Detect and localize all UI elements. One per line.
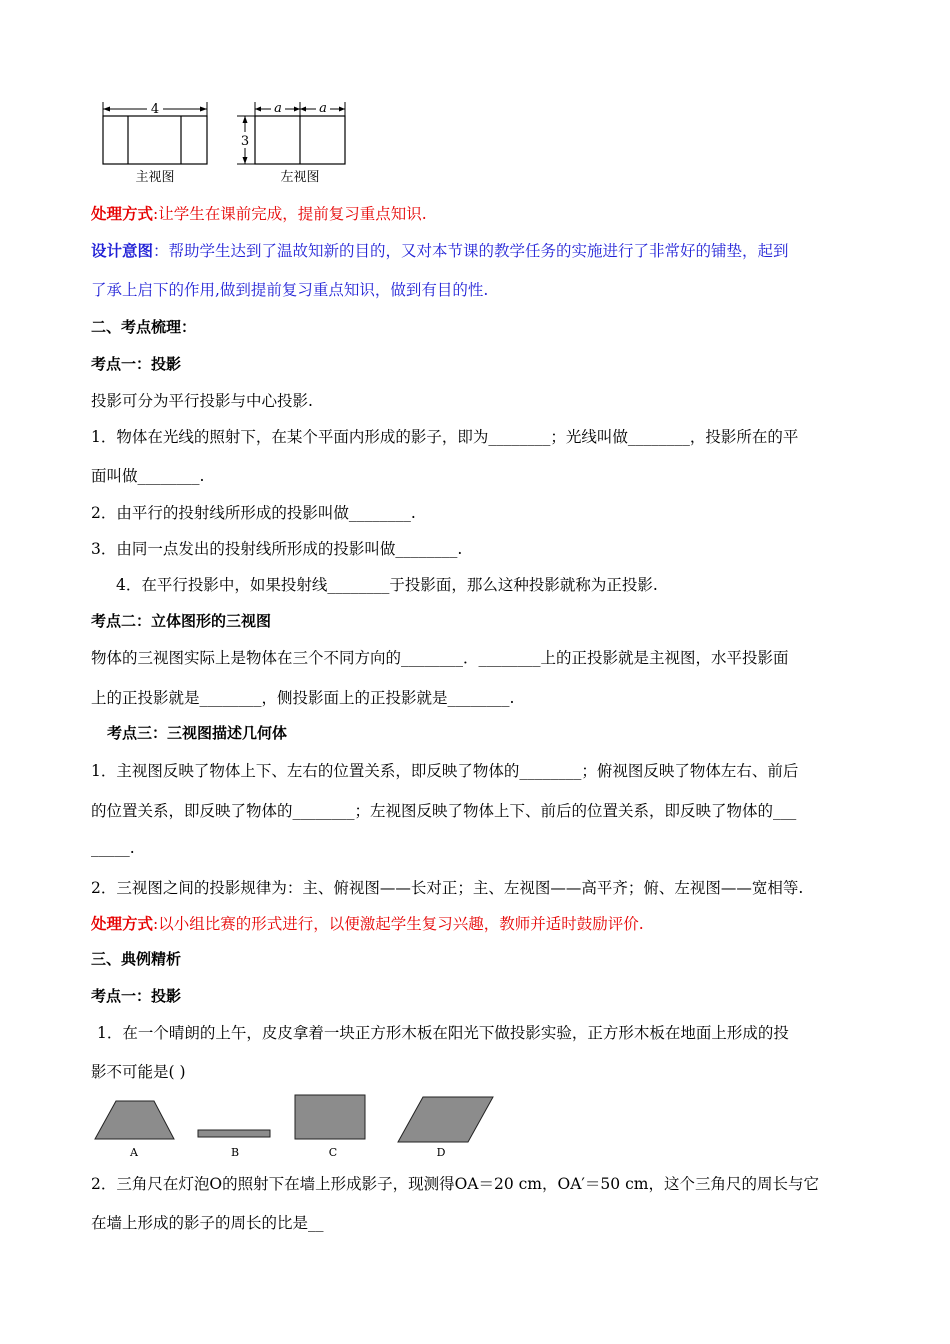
handling-note-1 <box>91 202 427 224</box>
option-a-trapezoid <box>95 1101 174 1139</box>
question-1-options-figure <box>92 1093 497 1161</box>
design-intent-line-2: 了承上启下的作用,做到提前复习重点知识，做到有目的性. <box>91 281 489 299</box>
keypoint-1-item-1b: 面叫做________. <box>91 467 205 485</box>
design-intent-line-1 <box>91 239 789 261</box>
handling-label-2: 处理方式 <box>91 915 154 933</box>
keypoint-3-line-4: 2．三视图之间的投影规律为：主、俯视图——长对正；主、左视图——高平齐；俯、左视图——宽相等. <box>91 879 804 897</box>
front-view-caption: 主视图 <box>135 170 175 185</box>
keypoint-2-line-2: 上的正投影就是________，侧投影面上的正投影就是________. <box>91 689 515 707</box>
side-width-label-1: a <box>274 101 282 116</box>
option-d-parallelogram <box>398 1097 493 1142</box>
three-views-figure <box>95 96 355 188</box>
section-2-heading: 二、考点梳理： <box>91 318 197 336</box>
side-view <box>237 101 345 185</box>
option-b-strip <box>198 1130 270 1137</box>
keypoint-3-line-3: _____. <box>91 839 135 857</box>
option-c-square <box>295 1095 365 1139</box>
question-1-line-1: 1．在一个晴朗的上午，皮皮拿着一块正方形木板在阳光下做投影实验，正方形木板在地面上形成的投 <box>97 1024 789 1042</box>
design-label: 设计意图 <box>91 242 154 260</box>
keypoint-2-line-1: 物体的三视图实际上是物体在三个不同方向的________．________上的正投影就是主视图，水平投影面 <box>91 649 789 667</box>
handling-text: :让学生在课前完成，提前复习重点知识. <box>153 205 427 223</box>
question-2-line-1: 2．三角尺在灯泡O的照射下在墙上形成影子，现测得OA＝20 cm，OA′＝50 cm，这个三角尺的周长与它 <box>91 1175 819 1193</box>
option-d-label: D <box>436 1146 446 1159</box>
keypoint-1-item-1a: 1．物体在光线的照射下，在某个平面内形成的影子，即为________；光线叫做________，投影所在的平 <box>91 428 799 446</box>
option-b-label: B <box>230 1146 240 1159</box>
side-view-caption: 左视图 <box>280 170 320 185</box>
keypoint-3-heading: 考点三：三视图描述几何体 <box>107 724 288 742</box>
keypoint-1-item-2: 2．由平行的投射线所形成的投影叫做________. <box>91 504 416 522</box>
handling-note-2 <box>91 912 644 934</box>
keypoint-1-item-4: 4．在平行投影中，如果投射线________于投影面，那么这种投影就称为正投影. <box>116 576 658 594</box>
keypoint-3-line-2: 的位置关系，即反映了物体的________；左视图反映了物体上下、前后的位置关系，即反映了物体的___ <box>91 802 797 820</box>
front-view <box>103 102 207 185</box>
option-a-label: A <box>130 1146 138 1159</box>
keypoint-1-intro: 投影可分为平行投影与中心投影. <box>91 392 313 410</box>
keypoint-2-heading: 考点二：立体图形的三视图 <box>91 612 272 630</box>
keypoint-1-item-3: 3．由同一点发出的投射线所形成的投影叫做________. <box>91 540 463 558</box>
example-keypoint-1-heading: 考点一：投影 <box>91 987 182 1005</box>
handling-text-2: :以小组比赛的形式进行，以便激起学生复习兴趣，教师并适时鼓励评价. <box>153 915 644 933</box>
question-2-line-2: 在墙上形成的影子的周长的比是__ <box>91 1214 324 1232</box>
design-text-1: ：帮助学生达到了温故知新的目的，又对本节课的教学任务的实施进行了非常好的铺垫，起到 <box>153 242 789 260</box>
option-c-label: C <box>328 1146 338 1159</box>
side-width-label-2: a <box>319 101 327 116</box>
keypoint-1-heading: 考点一：投影 <box>91 355 182 373</box>
question-1-line-2: 影不可能是( ) <box>91 1063 186 1081</box>
section-3-heading: 三、典例精析 <box>91 950 182 968</box>
keypoint-3-line-1: 1．主视图反映了物体上下、左右的位置关系，即反映了物体的________；俯视图反映了物体左右、前后 <box>91 762 799 780</box>
handling-label: 处理方式 <box>91 205 154 223</box>
front-width-label: 4 <box>150 102 160 117</box>
height-label: 3 <box>240 134 250 149</box>
